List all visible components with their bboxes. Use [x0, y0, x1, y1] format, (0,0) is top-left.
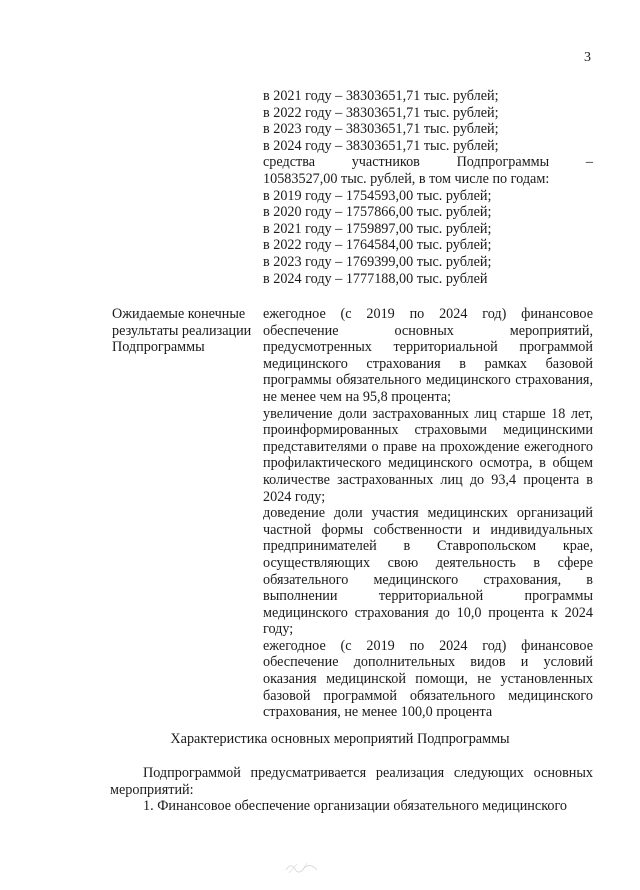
expected-results-label — [112, 306, 257, 356]
result-item: доведение доли участия медицинских организаций частной формы собственности и индивидуальных предпринимателей в Ставропольском крае, осуществляющих свою деятельность в сфере обязательного медицинского страхования, в выполнении территориальной программы медицинского страхования до 10,0 процента к 2024 году; — [263, 505, 593, 638]
funding-block — [263, 88, 593, 287]
expected-results-list — [263, 306, 593, 721]
page-number: 3 — [584, 50, 591, 65]
participants-year-line: в 2022 году – 1764584,00 тыс. рублей; — [263, 237, 492, 254]
participants-dash: – — [585, 154, 593, 171]
section-item-1: 1. Финансовое обеспечение организации обязательного медицинского — [143, 798, 568, 815]
funding-year-line: в 2022 году – 38303651,71 тыс. рублей; — [263, 104, 499, 121]
funding-year-line: в 2023 году – 38303651,71 тыс. рублей; — [263, 121, 499, 138]
faint-stamp-mark — [283, 858, 323, 876]
participants-total: 10583527,00 тыс. рублей, в том числе по годам: — [263, 170, 550, 187]
label-line: результаты реализации — [112, 322, 252, 339]
section-body — [110, 765, 593, 815]
section-intro: Подпрограммой предусматривается реализация следующих основных мероприятий: — [110, 765, 593, 798]
participants-word: участников — [351, 154, 420, 171]
participants-heading — [263, 154, 593, 171]
result-item: ежегодное (с 2019 по 2024 год) финансовое обеспечение дополнительных видов и условий оказания медицинской помощи, не установленных базовой программой обязательного медицинского страхования, не менее 100,0 процента — [263, 637, 593, 721]
participants-year-line: в 2019 году – 1754593,00 тыс. рублей; — [263, 187, 492, 204]
participants-year-line: в 2021 году – 1759897,00 тыс. рублей; — [263, 220, 492, 237]
participants-word: средства — [263, 154, 316, 171]
participants-year-line: в 2020 году – 1757866,00 тыс. рублей; — [263, 204, 492, 221]
participants-year-line: в 2024 году – 1777188,00 тыс. рублей — [263, 270, 488, 287]
participants-word: Подпрограммы — [456, 154, 550, 171]
result-item: ежегодное (с 2019 по 2024 год) финансовое обеспечение основных мероприятий, предусмотренных территориальной программой медицинского страхования в рамках базовой программы обязательного медицинского страхования, не менее чем на 95,8 процента; — [263, 306, 593, 405]
label-line: Ожидаемые конечные — [112, 306, 246, 322]
funding-year-line: в 2021 году – 38303651,71 тыс. рублей; — [263, 88, 499, 104]
result-item: увеличение доли застрахованных лиц старше 18 лет, проинформированных страховыми медицинскими представителями о праве на прохождение ежегодного профилактического медицинского осмотра, в общем количестве застрахованных лиц до 93,4 процента в 2024 году; — [263, 405, 593, 505]
participants-year-line: в 2023 году – 1769399,00 тыс. рублей; — [263, 253, 492, 270]
label-line: Подпрограммы — [112, 339, 205, 356]
funding-year-line: в 2024 году – 38303651,71 тыс. рублей; — [263, 137, 499, 154]
section-title: Характеристика основных мероприятий Подпрограммы — [170, 731, 510, 747]
